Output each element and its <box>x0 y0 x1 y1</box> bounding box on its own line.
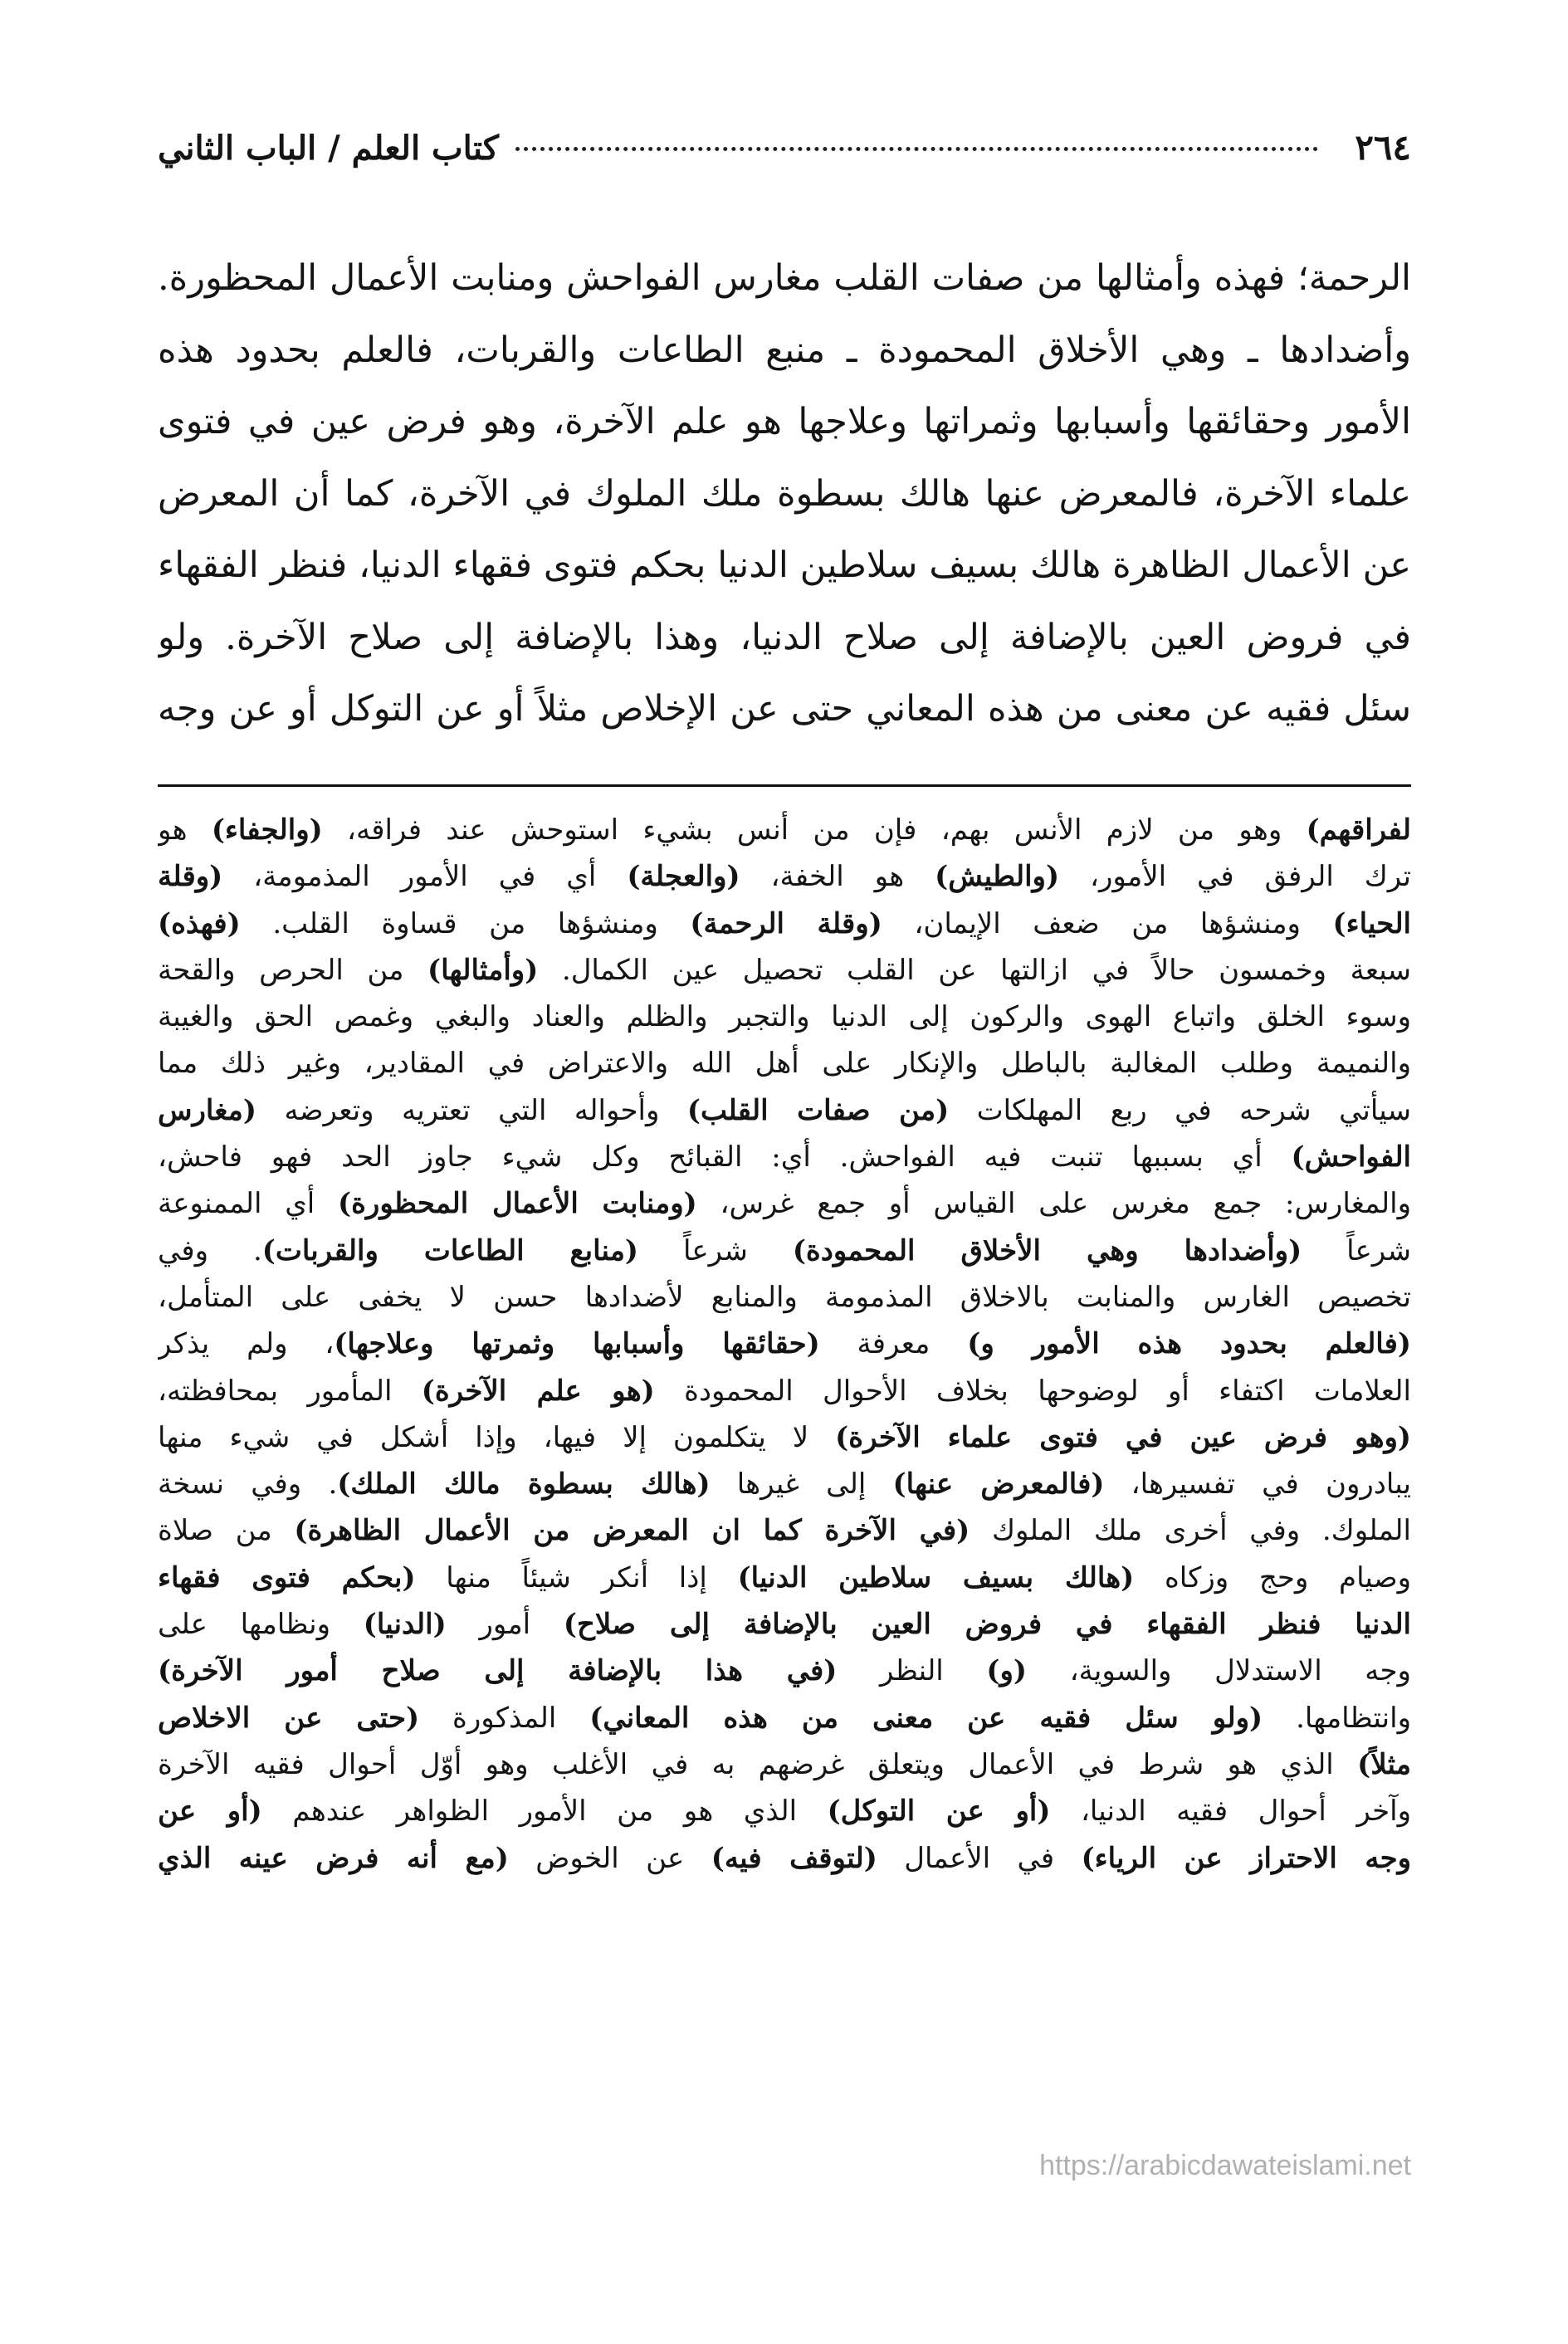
commentary-line <box>158 947 1411 994</box>
commentary-text: عن الخوض <box>508 1841 711 1875</box>
commentary-text: أي بسببها تنبت فيه الفواحش. أي: القبائح وكل شيء جاوز الحد فهو فاحش، <box>158 1140 1292 1174</box>
main-line: في فروض العين بالإضافة إلى صلاح الدنيا، وهذا بالإضافة إلى صلاح الآخرة. ولو <box>158 616 1411 658</box>
commentary-text: ومنشؤها من قساوة القلب. <box>240 906 691 940</box>
source-watermark: https://arabicdawateislami.net <box>1039 2150 1411 2181</box>
quoted-matn: (وأمثالها) <box>427 953 539 987</box>
quoted-matn: (في الآخرة كما ان المعرض من الأعمال الظاهرة) <box>294 1514 970 1548</box>
quoted-matn: مثلاً) <box>1357 1747 1411 1781</box>
commentary-line <box>158 994 1411 1040</box>
commentary-text: هو الخفة، <box>740 860 935 894</box>
commentary-text: الذي هو شرط في الأعمال ويتعلق غرضهم به في الأغلب وهو أوّل أحوال فقيه الآخرة <box>158 1747 1358 1781</box>
quoted-matn: (وقلة <box>158 860 223 894</box>
main-line: عن الأعمال الظاهرة هالك بسيف سلاطين الدنيا بحكم فتوى فقهاء الدنيا، فنظر الفقهاء <box>158 544 1411 586</box>
quoted-matn: (في هذا بالإضافة إلى صلاح أمور الآخرة) <box>158 1654 838 1688</box>
commentary-line <box>158 1040 1411 1087</box>
quoted-matn: (الدنيا) <box>363 1608 447 1642</box>
quoted-matn: (فالعلم بحدود هذه الأمور و) <box>967 1327 1411 1361</box>
commentary-text: في الأعمال <box>877 1841 1082 1875</box>
commentary-text: سيأتي شرحه في ربع المهلكات <box>949 1093 1411 1127</box>
quoted-matn: (حقائقها وأسبابها وثمرتها وعلاجها) <box>334 1327 820 1361</box>
quoted-matn: (والطيش) <box>935 860 1060 894</box>
quoted-matn: (بحكم فتوى فقهاء <box>158 1560 416 1594</box>
commentary-line <box>158 1368 1411 1414</box>
commentary-text: أمور <box>446 1608 564 1642</box>
commentary-line <box>158 1507 1411 1554</box>
quoted-matn: (حتى عن الاخلاص <box>158 1701 420 1735</box>
commentary-text: تخصيص الغارس والمنابت بالاخلاق المذمومة والمنابع لأضدادها حسن لا يخفى على المتأمل، <box>158 1280 1411 1314</box>
commentary-text: المأمور بمحافظته، <box>158 1374 422 1408</box>
commentary-text: وصيام وحج وزكاه <box>1134 1560 1411 1594</box>
commentary-text: أي الممنوعة <box>158 1187 338 1221</box>
main-line: سئل فقيه عن معنى من هذه المعاني حتى عن الإخلاص مثلاً أو عن التوكل أو عن وجه <box>158 688 1411 730</box>
commentary-line <box>158 1180 1411 1227</box>
commentary-text: إلى غيرها <box>710 1467 893 1502</box>
commentary-text: وجه الاستدلال والسوية، <box>1027 1654 1411 1688</box>
quoted-matn: (أو عن التوكل) <box>827 1795 1051 1829</box>
commentary-text: ونظامها على <box>158 1608 364 1642</box>
commentary-line <box>158 1835 1411 1882</box>
commentary-text: من الحرص والقحة <box>158 953 428 987</box>
quoted-matn: (منابع الطاعات والقربات) <box>261 1233 639 1267</box>
quoted-matn: (وأضدادها وهي الأخلاق المحمودة) <box>792 1233 1302 1267</box>
quoted-matn: الدنيا فنظر الفقهاء في فروض العين بالإضافة إلى صلاح) <box>563 1608 1411 1642</box>
commentary-text: إذا أنكر شيئاً منها <box>415 1560 738 1594</box>
commentary-text: العلامات اكتفاء أو لوضوحها بخلاف الأحوال المحمودة <box>654 1374 1411 1408</box>
quoted-matn: لفراقهم) <box>1306 813 1411 847</box>
commentary-line <box>158 853 1411 900</box>
commentary-line <box>158 1601 1411 1648</box>
commentary-text: ، ولم يذكر <box>158 1327 335 1361</box>
quoted-matn: (والجفاء) <box>211 813 323 847</box>
commentary-text: سبعة وخمسون حالاً في ازالتها عن القلب تحصيل عين الكمال. <box>538 953 1411 987</box>
quoted-matn: (مع أنه فرض عينه الذي <box>158 1841 509 1875</box>
main-text <box>158 242 1411 745</box>
quoted-matn: (وهو فرض عين في فتوى علماء الآخرة) <box>835 1420 1411 1454</box>
commentary-text: والنميمة وطلب المغالبة بالباطل والإنكار على أهل الله والاعتراض في المقادير، وغير ذلك مما <box>158 1047 1411 1081</box>
commentary-line <box>158 1414 1411 1461</box>
quoted-matn: (والعجلة) <box>627 860 740 894</box>
main-line: الأمور وحقائقها وأسبابها وثمراتها وعلاجها هو علم الآخرة، وهو فرض عين في فتوى <box>158 401 1411 442</box>
quoted-matn: (مغارس <box>158 1093 256 1127</box>
quoted-matn: وجه الاحتراز عن الرياء) <box>1081 1841 1411 1875</box>
commentary-text: يبادرون في تفسيرها، <box>1104 1467 1411 1502</box>
commentary-text: وأحواله التي تعتريه وتعرضه <box>256 1093 687 1127</box>
commentary-line <box>158 1321 1411 1367</box>
commentary-line <box>158 1741 1411 1788</box>
commentary-text: الذي هو من الأمور الظواهر عندهم <box>261 1795 828 1829</box>
commentary-text: . وفي <box>158 1233 262 1267</box>
commentary-text: وانتظامها. <box>1263 1701 1411 1735</box>
quoted-matn: (ولو سئل فقيه عن معنى من هذه المعاني) <box>589 1701 1263 1735</box>
commentary-text: النظر <box>837 1654 987 1688</box>
quoted-matn: (و) <box>986 1654 1028 1688</box>
commentary-text: الملوك. وفي أخرى ملك الملوك <box>970 1514 1411 1548</box>
main-line: وأضدادها ـ وهي الأخلاق المحمودة ـ منبع الطاعات والقربات، فالعلم بحدود هذه <box>158 329 1411 371</box>
running-header <box>158 123 1411 173</box>
quoted-matn: (من صفات القلب) <box>686 1093 950 1127</box>
commentary-text: . وفي نسخة <box>158 1467 338 1502</box>
quoted-matn: (هالك بسيف سلاطين الدنيا) <box>737 1560 1135 1594</box>
commentary-text: ترك الرفق في الأمور، <box>1059 860 1411 894</box>
commentary-text: وسوء الخلق واتباع الهوى والركون إلى الدنيا والتجبر والظلم والعناد والبغي وغمص الحق والغيبة <box>158 1000 1411 1034</box>
commentary-line <box>158 1087 1411 1134</box>
commentary-text: وآخر أحوال فقيه الدنيا، <box>1050 1795 1411 1829</box>
commentary-line <box>158 1648 1411 1694</box>
dotted-leader <box>515 147 1318 151</box>
commentary-text: شرعاً <box>638 1233 793 1267</box>
page-number: ٢٦٤ <box>1355 127 1411 168</box>
commentary-text: وهو من لازم الأنس بهم، فإن من أنس بشيء استوحش عند فراقه، <box>322 813 1307 847</box>
commentary-text: هو <box>158 813 212 847</box>
quoted-matn: (لتوقف فيه) <box>711 1841 877 1875</box>
quoted-matn: الفواحش) <box>1291 1140 1411 1174</box>
commentary-line <box>158 1228 1411 1274</box>
commentary-line <box>158 1555 1411 1601</box>
quoted-matn: (وقلة الرحمة) <box>690 906 882 940</box>
commentary-line <box>158 1788 1411 1834</box>
commentary-line <box>158 807 1411 853</box>
commentary-text: من صلاة <box>158 1514 295 1548</box>
quoted-matn: الحياء) <box>1332 906 1411 940</box>
commentary-line <box>158 1461 1411 1507</box>
commentary-line <box>158 1274 1411 1321</box>
commentary-text: المذكورة <box>419 1701 590 1735</box>
commentary-text: ومنشؤها من ضعف الإيمان، <box>882 906 1333 940</box>
quoted-matn: (هالك بسطوة مالك الملك) <box>337 1467 711 1502</box>
main-line: الرحمة؛ فهذه وأمثالها من صفات القلب مغارس الفواحش ومنابت الأعمال المحظورة. <box>158 257 1411 299</box>
quoted-matn: (هو علم الآخرة) <box>421 1374 655 1408</box>
quoted-matn: (فالمعرض عنها) <box>892 1467 1105 1502</box>
commentary-text: والمغارس: جمع مغرس على القياس أو جمع غرس، <box>696 1187 1411 1221</box>
commentary <box>158 807 1411 1882</box>
commentary-text: شرعاً <box>1302 1233 1411 1267</box>
main-line: علماء الآخرة، فالمعرض عنها هالك بسطوة ملك الملوك في الآخرة، كما أن المعرض <box>158 472 1411 515</box>
commentary-line <box>158 901 1411 947</box>
commentary-text: أي في الأمور المذمومة، <box>222 860 628 894</box>
quoted-matn: (فهذه) <box>158 906 241 940</box>
commentary-line <box>158 1134 1411 1180</box>
commentary-text: لا يتكلمون إلا فيها، وإذا أشكل في شيء منها <box>158 1420 836 1454</box>
quoted-matn: (ومنابت الأعمال المحظورة) <box>338 1187 697 1221</box>
commentary-line <box>158 1695 1411 1741</box>
commentary-text: معرفة <box>819 1327 968 1361</box>
quoted-matn: (أو عن <box>158 1795 262 1829</box>
footnote-divider <box>158 784 1411 787</box>
chapter-title: كتاب العلم / الباب الثاني <box>158 129 499 168</box>
